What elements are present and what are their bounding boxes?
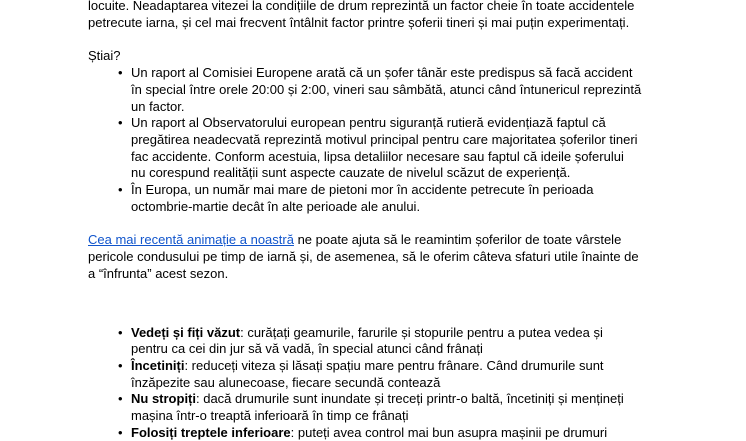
animation-link[interactable]: Cea mai recentă animație a noastră	[88, 232, 294, 248]
list-item: • În Europa, un număr mai mare de pietoni mor în accidente petrecute în perioada octombrie-martie decât în alte perioade ale anului.	[118, 182, 594, 214]
intro-paragraph	[88, 0, 668, 31]
tips-list	[88, 325, 668, 441]
list-item: • Un raport al Observatorului european pentru siguranță rutieră evidențiază faptul că pregătirea neadecvată reprezintă motivul principal pentru care majoritatea șoferilor tineri fac accidente. Conform acestuia, lipsa detaliilor necesare sau faptul că ideile șoferului nu corespund realității sunt aspecte cauzate de nivelul scăzut de experiență.	[118, 115, 638, 181]
intro-line: locuite. Neadaptarea vitezei la condițiile de drum reprezintă un factor cheie în toate accidentele	[88, 0, 635, 13]
stiai-heading: Știai?	[88, 48, 121, 64]
intro-line: petrecute iarna, și cel mai frecvent întâlnit factor printre șoferii tineri și mai puțin experimentați.	[88, 14, 630, 30]
bullet-icon: •	[118, 115, 123, 131]
tip-title: Folosiți treptele inferioare	[131, 424, 291, 440]
list-item: • Nu stropiți: dacă drumurile sunt inundate și treceți printr-o baltă, încetiniți și mențineți mașina într-o treaptă inferioară în timp ce frânați	[118, 391, 624, 424]
facts-list	[88, 65, 668, 215]
document-page	[88, 0, 668, 441]
bullet-icon: •	[118, 182, 123, 198]
list-item: • Încetiniți: reduceți viteza și lăsați spațiu mare pentru frânare. Când drumurile sunt înzăpezite sau alunecoase, fiecare secundă contează	[118, 357, 604, 390]
bullet-icon: •	[118, 391, 123, 407]
bullet-icon: •	[118, 65, 123, 81]
animation-paragraph: Cea mai recentă animație a noastră ne poate ajuta să le reamintim șoferilor de toate vârstele pericole condusului pe timp de iarnă și, de asemenea, să le oferim câteva sfaturi utile înainte de a “înfrunta” acest sezon.	[88, 232, 639, 281]
tip-title: Încetiniți	[131, 357, 185, 373]
tip-title: Nu stropiți	[131, 391, 196, 407]
bullet-icon: •	[118, 324, 123, 340]
list-item: • Vedeți și fiți văzut: curățați geamurile, farurile și stopurile pentru a putea vedea și pentru ca cei din jur să vă vadă, în special atunci când frânați	[118, 324, 603, 357]
bullet-icon: •	[118, 357, 123, 373]
list-item: • Un raport al Comisiei Europene arată că un șofer tânăr este predispus să facă accident în special între orele 20:00 și 2:00, vineri sau sâmbătă, atunci când întunericul reprezintă un factor.	[118, 65, 642, 114]
tip-title: Vedeți și fiți văzut	[131, 324, 241, 340]
bullet-icon: •	[118, 424, 123, 440]
list-item: • Folosiți treptele inferioare: puteți avea control mai bun asupra mașinii pe drumuri	[118, 424, 608, 440]
